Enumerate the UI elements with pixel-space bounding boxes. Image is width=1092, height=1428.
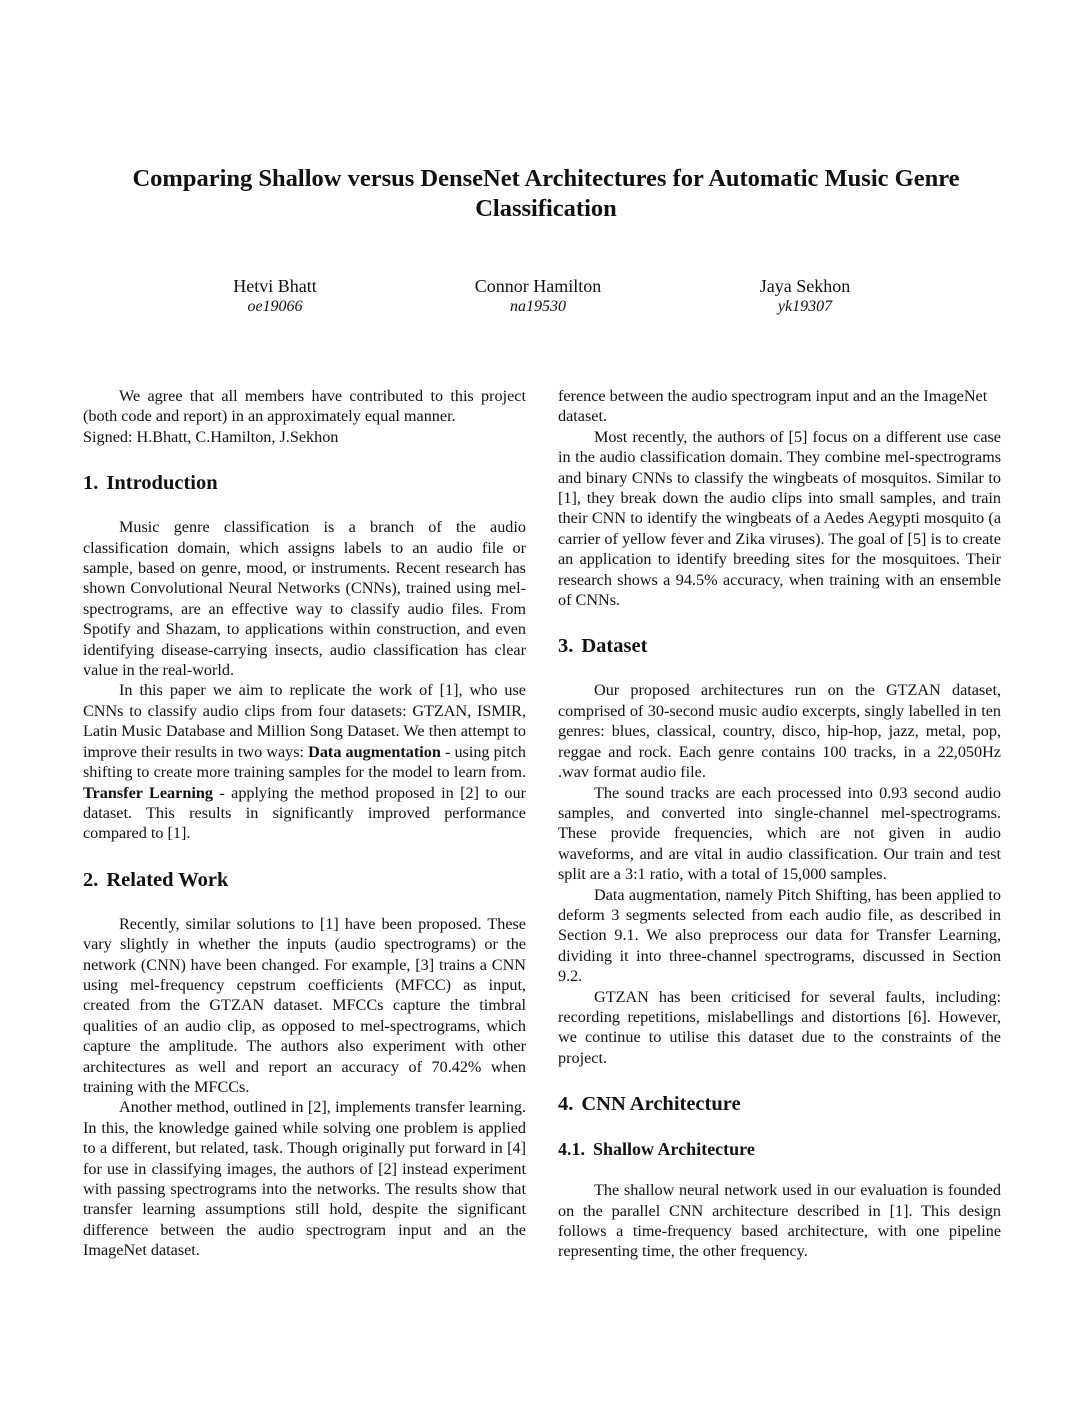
cnn-paragraph-1: The shallow neural network used in our evaluation is founded on the parallel CNN architecture described in [1]. This design follows a time-frequency based architecture, with one pipeline representing time, the other frequency. — [558, 1181, 1001, 1261]
contribution-signed: Signed: H.Bhatt, C.Hamilton, J.Sekhon — [83, 427, 339, 446]
related-paragraph-3: Most recently, the authors of [5] focus on a different use case in the audio classification domain. They combine mel-spectrograms and binary CNNs to classify the wingbeats of mosquitos. Similar to [1], they break down the audio clips into small samples, and train their CNN to identify the wingbeats of a Aedes Aegypti mosquito (a carrier of yellow fever and Zika viruses). The goal of [5] is to create an application to identify breeding sites for the mosquitoes. Their research shows a 94.5% accuracy, when training with an ensemble of CNNs. — [558, 427, 1001, 610]
section-heading-cnn-architecture: 4. CNN Architecture — [558, 1093, 741, 1116]
related-paragraph-2-continued: ference between the audio spectrogram input and an the ImageNet dataset. — [558, 387, 988, 426]
related-paragraph-1: Recently, similar solutions to [1] have been proposed. These vary slightly in whether the inputs (audio spectrograms) or the network (CNN) have been changed. For example, [3] trains a CNN using mel-frequency cepstrum coefficients (MFCC) as input, created from the GTZAN dataset. MFCCs capture the timbral qualities of an audio clip, as opposed to mel-spectrograms, which capture the amplitude. The authors also experiment with other architectures as well and report an accuracy of 70.42% when training with the MFCCs. — [83, 914, 526, 1096]
contribution-statement: We agree that all members have contributed to this project (both code and report) in an approximately equal manner. — [83, 387, 526, 426]
section-heading-related-work: 2. Related Work — [83, 868, 229, 891]
bold-term: Transfer Learning — [83, 783, 213, 802]
left-column — [83, 386, 526, 1301]
author-id: yk19307 — [777, 298, 833, 315]
section-heading-introduction: 1. Introduction — [83, 472, 218, 495]
dataset-paragraph-4: GTZAN has been criticised for several faults, including: recording repetitions, mislabellings and distortions [6]. However, we continue to utilise this dataset due to the constraints of the project. — [558, 987, 1001, 1067]
paper-title: Comparing Shallow versus DenseNet Architectures for Automatic Music Genre Classification — [132, 165, 960, 222]
subsection-heading-shallow-architecture: 4.1. Shallow Architecture — [558, 1139, 755, 1160]
author-name: Jaya Sekhon — [759, 276, 851, 296]
dataset-paragraph-3: Data augmentation, namely Pitch Shifting, has been applied to deform 3 segments selected from each audio file, as described in Section 9.1. We also preprocess our data for Transfer Learning, dividing it into three-channel spectrograms, discussed in Section 9.2. — [558, 885, 1001, 986]
author-2 — [408, 275, 668, 317]
author-3 — [675, 275, 935, 317]
intro-paragraph-1: Music genre classification is a branch of the audio classification domain, which assigns labels to an audio file or sample, based on genre, mood, or instruments. Recent research has shown Convolutional Neural Networks (CNNs), trained using mel-spectrograms, are an effective way to classify audio files. From Spotify and Shazam, to applications within construction, and even identifying disease-carrying insects, audio classification has clear value in the real-world. — [83, 518, 526, 680]
bold-term: Data augmentation — [308, 742, 441, 761]
author-1 — [145, 275, 405, 317]
section-heading-dataset: 3. Dataset — [558, 635, 648, 658]
intro-paragraph-2: In this paper we aim to replicate the work of [1], who use CNNs to classify audio clips from four datasets: GTZAN, ISMIR, Latin Music Database and Million Song Dataset. We then attempt to improve their results in two ways: Data augmentation - using pitch shifting to create more training samples for the model to learn from. Transfer Learning - applying the method proposed in [2] to our dataset. This results in significantly improved performance compared to [1]. — [83, 681, 526, 843]
dataset-paragraph-2: The sound tracks are each processed into 0.93 second audio samples, and converted into single-channel mel-spectrograms. These provide frequencies, which are not given in audio waveforms, and are vital in audio classification. Our train and test split are a 3:1 ratio, with a total of 15,000 samples. — [558, 783, 1001, 884]
author-id: oe19066 — [247, 298, 303, 315]
author-name: Hetvi Bhatt — [233, 276, 317, 296]
right-column — [558, 386, 1001, 1262]
author-id: na19530 — [510, 298, 566, 315]
dataset-paragraph-1: Our proposed architectures run on the GTZAN dataset, comprised of 30-second music audio excerpts, singly labelled in ten genres: blues, classical, country, disco, hip-hop, jazz, metal, pop, reggae and rock. Each genre contains 100 tracks, in a 22,050Hz .wav format audio file. — [558, 681, 1001, 782]
related-paragraph-2: Another method, outlined in [2], implements transfer learning. In this, the knowledge gained while solving one problem is applied to a different, but related, task. Though originally put forward in [4] for use in classifying images, the authors of [2] instead experiment with passing spectrograms into the networks. The results show that transfer learning assumptions still hold, despite the significant difference between the audio spectrogram input and an the ImageNet dataset. — [83, 1098, 526, 1260]
author-name: Connor Hamilton — [474, 276, 602, 296]
